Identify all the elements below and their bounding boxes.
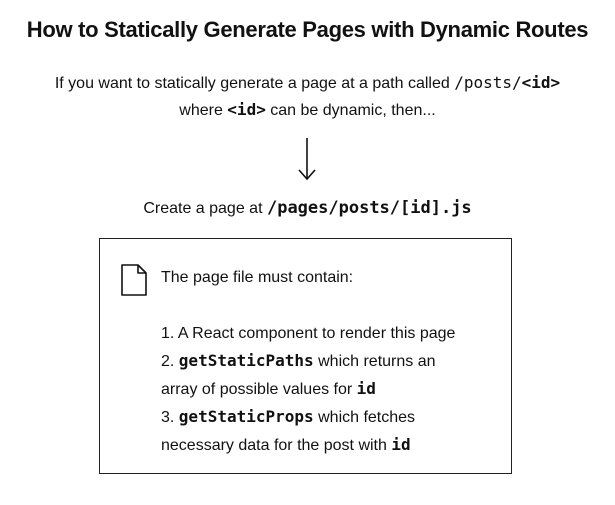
list-item-continuation [161, 431, 455, 459]
intro-text [0, 70, 615, 124]
requirements-list [161, 320, 455, 459]
intro-line-2-id-code: <id> [227, 100, 266, 119]
list-item [161, 403, 455, 431]
create-page-instruction [0, 198, 615, 218]
intro-line-1 [0, 70, 615, 97]
file-icon [120, 264, 148, 296]
item2-id-code: id [356, 379, 376, 398]
item3-prefix: 3. [161, 409, 175, 426]
list-item-continuation [161, 375, 455, 403]
intro-id-code: <id> [521, 73, 561, 92]
page-title: How to Statically Generate Pages with Dynamic Routes [26, 17, 589, 42]
item3-id-code: id [391, 435, 411, 454]
get-static-props-code: getStaticProps [178, 407, 314, 426]
item2-cont-text: array of possible values for [161, 381, 353, 398]
list-item [161, 347, 455, 375]
intro-line-2-text: can be dynamic, then... [270, 102, 436, 119]
item3-cont-text: necessary data for the post with [161, 437, 387, 454]
intro-path-code: /posts/ [454, 73, 522, 92]
item2-prefix: 2. [161, 353, 175, 370]
list-item: 1. A React component to render this page [161, 325, 456, 342]
intro-line-1-text: If you want to statically generate a page at a path called [54, 75, 450, 92]
item2-suffix: which returns an [318, 353, 436, 370]
create-path-code: /pages/posts/[id].js [266, 198, 472, 218]
box-heading: The page file must contain: [161, 269, 354, 286]
item3-suffix: which fetches [318, 409, 416, 426]
get-static-paths-code: getStaticPaths [178, 351, 314, 370]
intro-line-2-prefix: where [179, 102, 223, 119]
intro-line-2 [0, 97, 615, 124]
create-text: Create a page at [143, 200, 263, 217]
down-arrow-icon [297, 137, 317, 182]
